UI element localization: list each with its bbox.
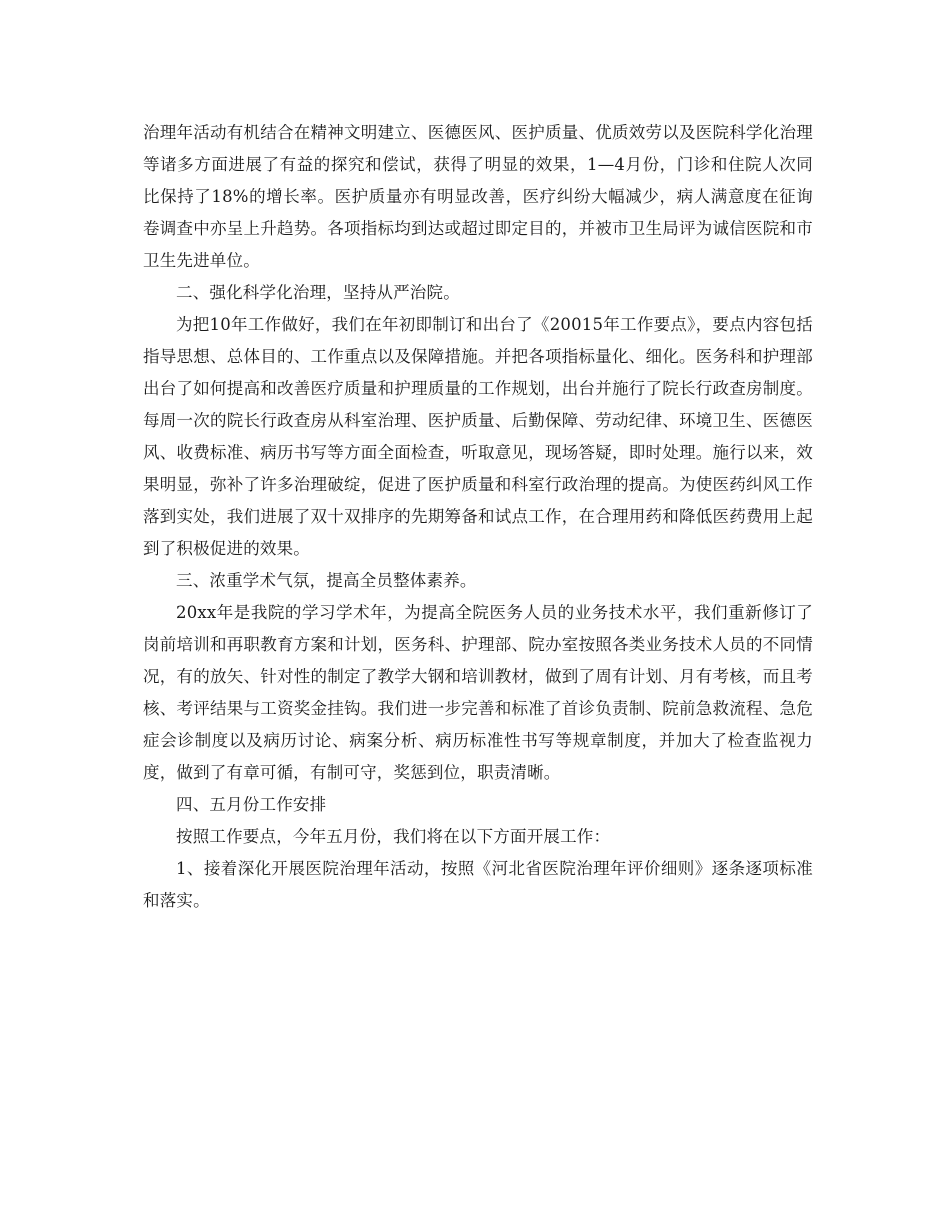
paragraph-continuation: 治理年活动有机结合在精神文明建立、医德医风、医护质量、优质效劳以及医院科学化治理等诸多方面进展了有益的探究和偿试，获得了明显的效果，1—4月份，门诊和住院人次同比保持了18%的增长率。医护质量亦有明显改善，医疗纠纷大幅减少，病人满意度在征询卷调查中亦呈上升趋势。各项指标均到达或超过即定目的，并被市卫生局评为诚信医院和市卫生先进单位。 [143, 123, 813, 270]
section-heading-4: 四、五月份工作安排 [176, 795, 327, 814]
paragraph-item-1: 1、接着深化开展医院治理年活动，按照《河北省医院治理年评价细则》逐条逐项标准和落实。 [143, 859, 813, 910]
document-body [143, 117, 813, 917]
paragraph-academic: 20xx年是我院的学习学术年，为提高全院医务人员的业务技术水平，我们重新修订了岗前培训和再职教育方案和计划，医务科、护理部、院办室按照各类业务技术人员的不同情况，有的放矢、针对性的制定了教学大钢和培训教材，做到了周有计划、月有考核，而且考核、考评结果与工资奖金挂钩。我们进一步完善和标准了首诊负责制、院前急救流程、急危症会诊制度以及病历讨论、病案分析、病历标准性书写等规章制度，并加大了检查监视力度，做到了有章可循，有制可守，奖惩到位，职责清晰。 [143, 603, 813, 782]
section-heading-3: 三、浓重学术气氛，提高全员整体素养。 [176, 571, 477, 590]
section-heading-2: 二、强化科学化治理，坚持从严治院。 [176, 283, 460, 302]
paragraph-may-plan: 按照工作要点，今年五月份，我们将在以下方面开展工作： [176, 827, 611, 846]
paragraph-management: 为把10年工作做好，我们在年初即制订和出台了《20015年工作要点》，要点内容包括指导思想、总体目的、工作重点以及保障措施。并把各项指标量化、细化。医务科和护理部出台了如何提高和改善医疗质量和护理质量的工作规划，出台并施行了院长行政查房制度。每周一次的院长行政查房从科室治理、医护质量、后勤保障、劳动纪律、环境卫生、医德医风、收费标准、病历书写等方面全面检查，听取意见，现场答疑，即时处理。施行以来，效果明显，弥补了许多治理破绽，促进了医护质量和科室行政治理的提高。为使医药纠风工作落到实处，我们进展了双十双排序的先期筹备和试点工作，在合理用药和降低医药费用上起到了积极促进的效果。 [143, 315, 813, 558]
